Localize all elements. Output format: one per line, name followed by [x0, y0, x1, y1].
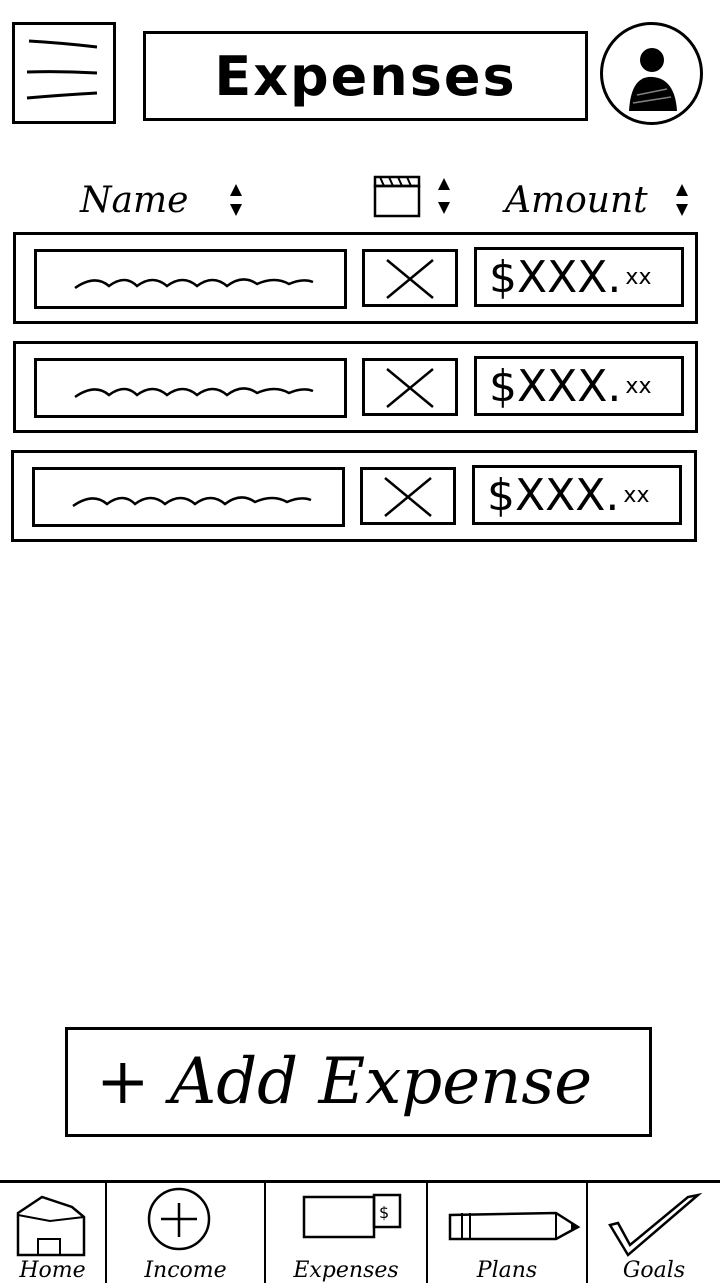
squiggle-placeholder [37, 252, 344, 306]
sort-icon[interactable] [672, 180, 692, 220]
expense-category-field[interactable] [362, 249, 458, 307]
income-icon [107, 1183, 264, 1259]
sort-icon[interactable] [226, 180, 246, 220]
nav-item-goals[interactable] [588, 1183, 720, 1283]
column-header-amount[interactable] [505, 172, 695, 228]
column-header-category[interactable] [372, 172, 462, 228]
expense-category-field[interactable] [362, 358, 458, 416]
add-expense-button[interactable] [65, 1027, 652, 1137]
home-icon [0, 1183, 105, 1259]
nav-item-expenses[interactable] [266, 1183, 426, 1283]
expense-cents: xx [623, 482, 650, 508]
nav-item-income[interactable] [107, 1183, 264, 1283]
nav-item-home[interactable] [0, 1183, 105, 1283]
profile-button[interactable] [600, 22, 703, 125]
expense-row[interactable] [11, 450, 697, 542]
close-icon [365, 252, 455, 304]
expense-category-field[interactable] [360, 467, 456, 525]
expense-amount-field[interactable] [474, 356, 684, 416]
expense-name-field[interactable] [34, 358, 347, 418]
nav-label: Home [19, 1258, 86, 1283]
expense-row[interactable] [13, 341, 698, 433]
avatar-icon [603, 25, 700, 122]
expense-amount: $XXX. [489, 360, 622, 412]
column-header-name[interactable] [80, 172, 280, 228]
expense-cents: xx [625, 264, 652, 290]
nav-label: Income [144, 1258, 227, 1283]
expense-row[interactable] [13, 232, 698, 324]
expense-amount-field[interactable] [472, 465, 682, 525]
clapperboard-icon [372, 172, 462, 228]
nav-label: Plans [476, 1258, 538, 1283]
column-amount-label: Amount [505, 179, 648, 221]
expense-amount: $XXX. [489, 251, 622, 303]
expense-cents: xx [625, 373, 652, 399]
nav-label: Expenses [293, 1258, 399, 1283]
nav-label: Goals [622, 1258, 686, 1283]
svg-text:$: $ [379, 1203, 390, 1222]
hamburger-icon [15, 25, 113, 121]
page-title: Expenses [214, 44, 517, 108]
squiggle-placeholder [35, 470, 342, 524]
expense-name-field[interactable] [34, 249, 347, 309]
page-title-box [143, 31, 588, 121]
column-name-label: Name [80, 179, 189, 221]
bottom-nav [0, 1180, 720, 1283]
close-icon [365, 361, 455, 413]
close-icon [363, 470, 453, 522]
expense-amount-field[interactable] [474, 247, 684, 307]
add-expense-label: + Add Expense [96, 1045, 593, 1119]
expense-amount: $XXX. [487, 469, 620, 521]
checkmark-icon [588, 1183, 720, 1259]
nav-item-plans[interactable] [428, 1183, 586, 1283]
expense-name-field[interactable] [32, 467, 345, 527]
pencil-icon [428, 1183, 586, 1259]
menu-button[interactable] [12, 22, 116, 124]
squiggle-placeholder [37, 361, 344, 415]
expenses-icon [266, 1183, 426, 1259]
